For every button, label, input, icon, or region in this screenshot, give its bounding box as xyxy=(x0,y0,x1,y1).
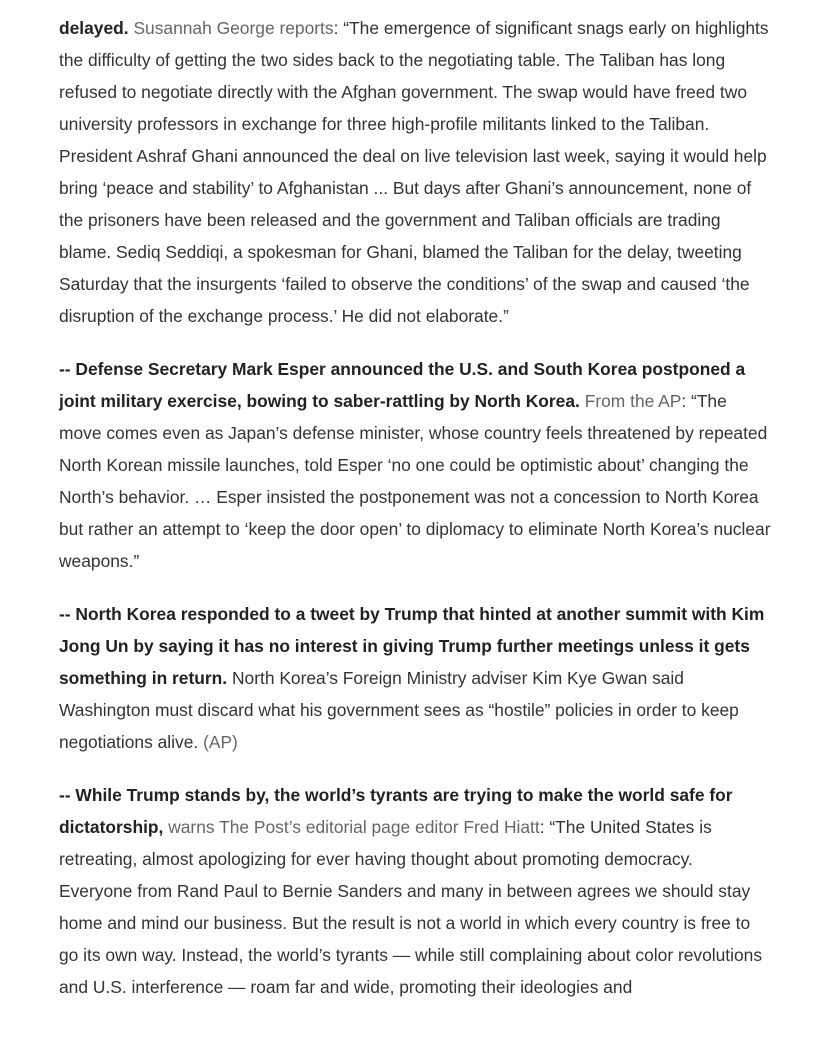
paragraph-lead: -- North Korea responded to a tweet by Trump that hinted at another summit with Kim Jong Un by saying it has no interest in giving Trump further meetings unless it gets something in return. xyxy=(59,604,765,688)
paragraph-lead: -- Defense Secretary Mark Esper announced the U.S. and South Korea postponed a joint military exercise, bowing to saber-rattling by North Korea. xyxy=(59,359,746,411)
paragraph-tyrants xyxy=(59,779,771,1003)
paragraph-text: : “The emergence of significant snags early on highlights the difficulty of getting the two sides back to the negotiating table. The Taliban has long refused to negotiate directly with the Afghan government. The swap would have freed two university professors in exchange for three high-profile militants linked to the Taliban. President Ashraf Ghani announced the deal on live television last week, saying it would help bring ‘peace and stability’ to Afghanistan ... But days after Ghani’s announcement, none of the prisoners have been released and the government and Taliban officials are trading blame. Sediq Seddiqi, a spokesman for Ghani, blamed the Taliban for the delay, tweeting Saturday that the insurgents ‘failed to observe the conditions’ of the swap and caused ‘the disruption of the exchange process.’ He did not elaborate.” xyxy=(59,18,769,326)
article-body xyxy=(59,12,771,1024)
susannah-george-link[interactable]: Susannah George reports xyxy=(133,18,334,38)
ap-link[interactable]: From the AP xyxy=(584,391,682,411)
paragraph-text: : “The United States is retreating, almost apologizing for ever having thought about promoting democracy. Everyone from Rand Paul to Bernie Sanders and many in between agrees we should stay home and mind our business. But the result is not a world in which every country is free to go its own way. Instead, the world’s tyrants — while still complaining about color revolutions and U.S. interference — roam far and wide, promoting their ideologies and xyxy=(59,817,763,997)
ap-source-link[interactable]: (AP) xyxy=(203,732,238,752)
paragraph-prisoner-swap xyxy=(59,12,771,332)
paragraph-north-korea-summit xyxy=(59,598,771,758)
paragraph-lead: delayed. xyxy=(59,18,129,38)
fred-hiatt-link[interactable]: warns The Post’s editorial page editor Fred Hiatt xyxy=(168,817,540,837)
paragraph-text: : “The move comes even as Japan’s defense minister, whose country feels threatened by repeated North Korean missile launches, told Esper ‘no one could be optimistic about’ changing the North’s behavior. … Esper insisted the postponement was not a concession to North Korea but rather an attempt to ‘keep the door open’ to diplomacy to eliminate North Korea’s nuclear weapons.” xyxy=(59,391,771,571)
paragraph-military-exercise xyxy=(59,353,771,577)
paragraph-lead: -- While Trump stands by, the world’s tyrants are trying to make the world safe for dictatorship, xyxy=(59,785,733,837)
paragraph-text: North Korea’s Foreign Ministry adviser Kim Kye Gwan said Washington must discard what his government sees as “hostile” policies in order to keep negotiations alive. xyxy=(59,668,739,752)
